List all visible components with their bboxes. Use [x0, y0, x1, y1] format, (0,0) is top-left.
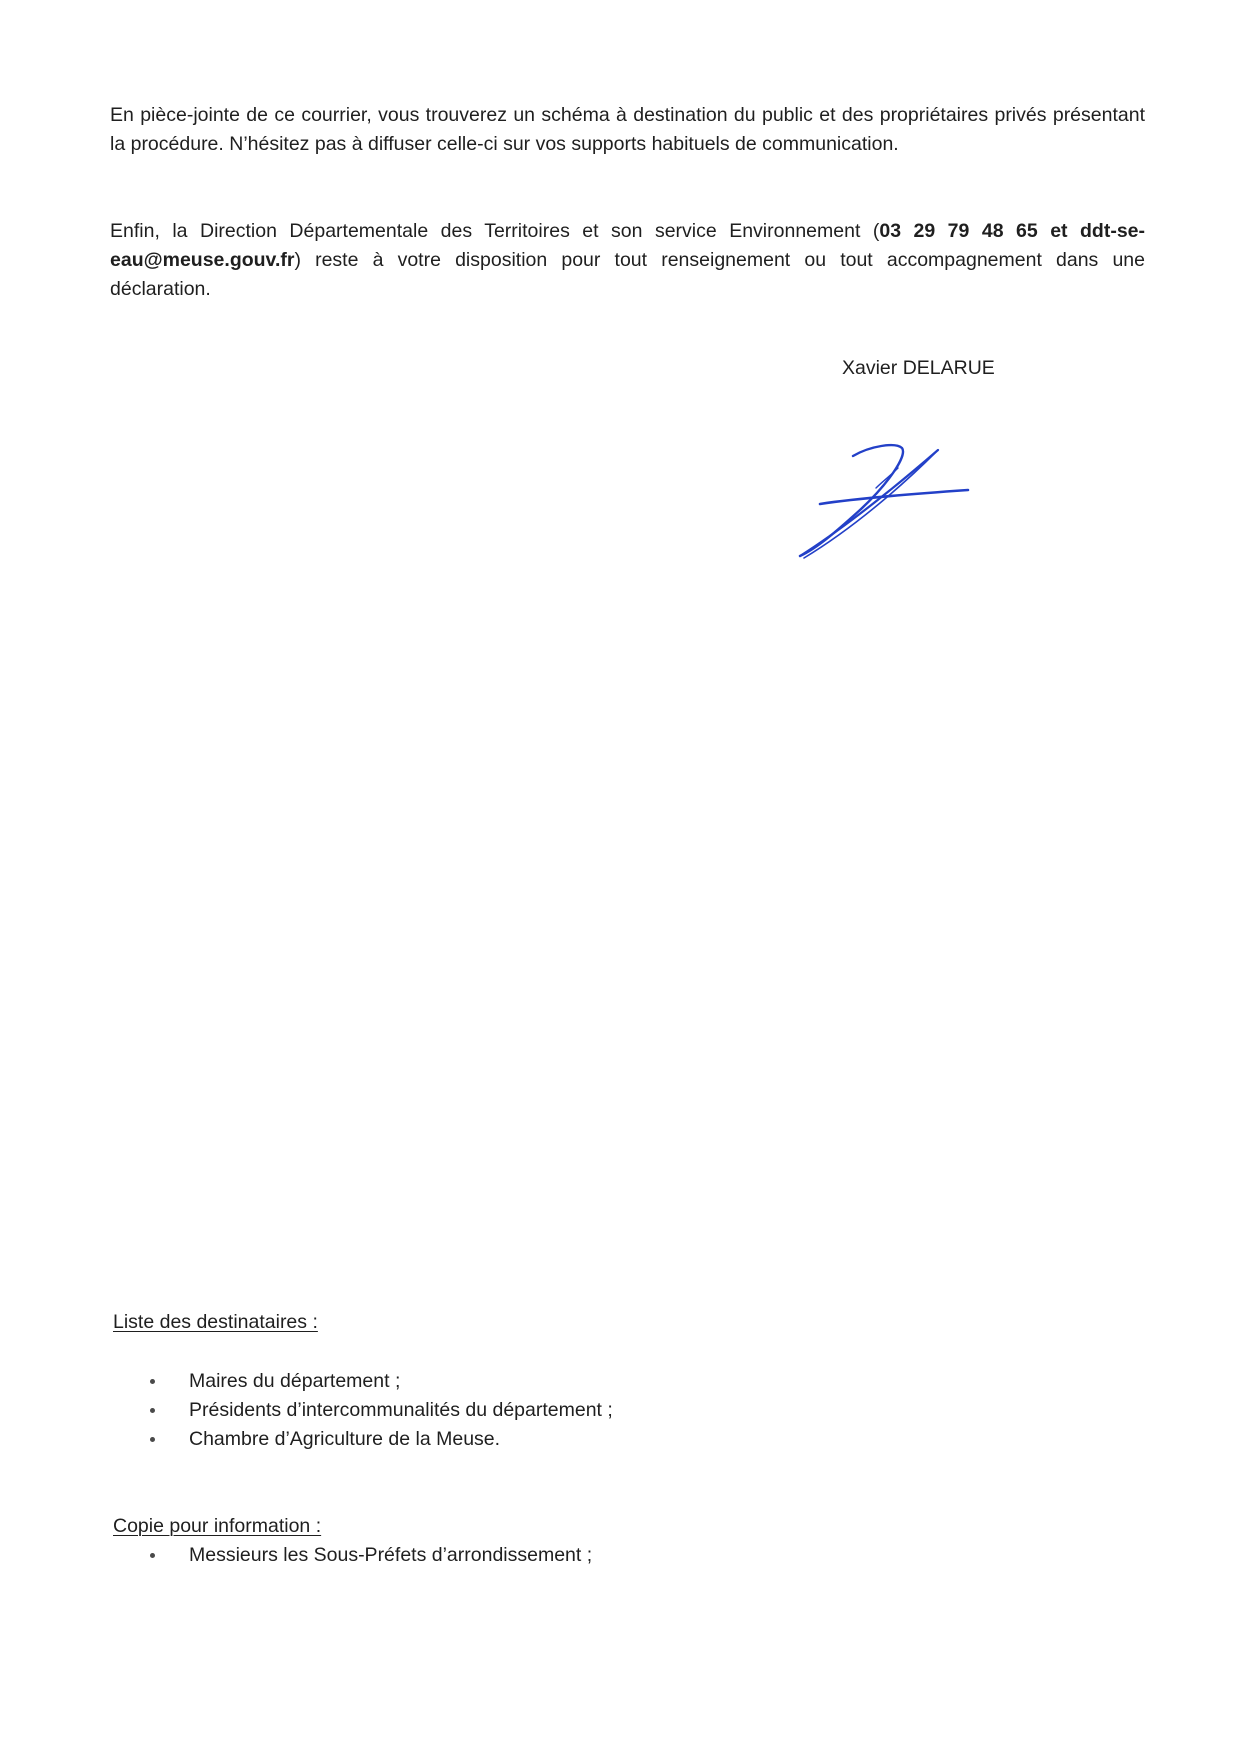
bullet-icon [150, 1408, 155, 1413]
copy-list [150, 1541, 592, 1570]
bullet-icon [150, 1553, 155, 1558]
signature-strokes [800, 445, 968, 558]
handwritten-signature [790, 438, 990, 568]
list-item [150, 1425, 613, 1454]
recipients-heading: Liste des destinataires : [113, 1311, 318, 1333]
list-item [150, 1541, 592, 1570]
list-item-text: Messieurs les Sous-Préfets d’arrondissement ; [189, 1544, 593, 1566]
recipients-list [150, 1367, 613, 1454]
list-item-text: Présidents d’intercommunalités du département ; [189, 1399, 613, 1421]
signature-detail-stroke [876, 468, 898, 488]
bullet-icon [150, 1379, 155, 1384]
list-item-text: Maires du département ; [189, 1370, 401, 1392]
signatory-name: Xavier DELARUE [842, 357, 995, 379]
contact-paragraph [110, 217, 1145, 304]
list-item-text: Chambre d’Agriculture de la Meuse. [189, 1428, 501, 1450]
contact-details: 03 29 79 48 65 et ddt-se-eau@meuse.gouv.fr [110, 220, 1146, 271]
list-item [150, 1367, 613, 1396]
attachment-paragraph: En pièce-jointe de ce courrier, vous trouverez un schéma à destination du public et des propriétaires privés présentant la procédure. N’hésitez pas à diffuser celle-ci sur vos supports habituels de communication. [110, 104, 1145, 155]
contact-text-after: ) reste à votre disposition pour tout renseignement ou tout accompagnement dans une déclaration. [110, 249, 1145, 300]
list-item [150, 1396, 613, 1425]
contact-text-before: Enfin, la Direction Départementale des Territoires et son service Environnement ( [110, 220, 880, 242]
copy-heading: Copie pour information : [113, 1515, 322, 1537]
bullet-icon [150, 1437, 155, 1442]
